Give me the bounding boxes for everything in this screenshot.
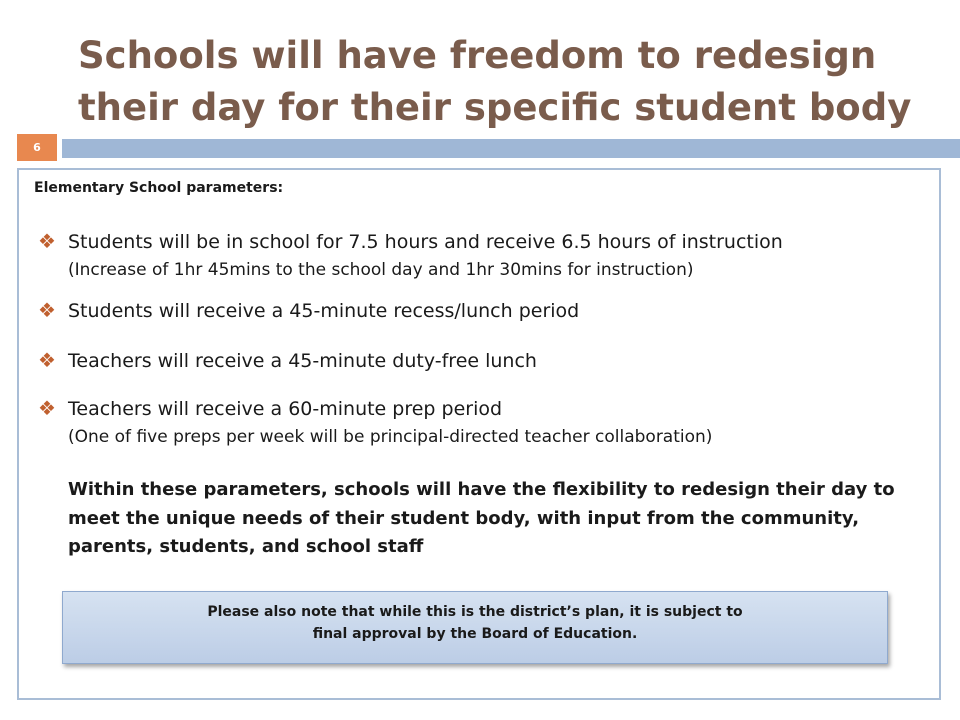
bullet-text: Teachers will receive a 60-minute prep period: [68, 398, 503, 420]
bullet-item: [68, 395, 928, 451]
bullet-item: [68, 228, 928, 284]
diamond-bullet-icon: ❖: [38, 348, 56, 372]
diamond-bullet-icon: ❖: [38, 229, 56, 253]
bullet-text: Students will be in school for 7.5 hours and receive 6.5 hours of instruction: [68, 231, 783, 253]
parameters-heading: Elementary School parameters:: [34, 180, 284, 196]
bullet-item: [68, 347, 928, 375]
bullet-item: [68, 297, 928, 325]
bullet-subtext: (Increase of 1hr 45mins to the school day and 1hr 30mins for instruction): [68, 260, 694, 280]
slide-title: Schools will have freedom to redesign their day for their specific student body: [78, 34, 912, 129]
bullet-text: Teachers will receive a 45-minute duty-free lunch: [68, 350, 537, 372]
slide-number: 6: [17, 134, 57, 161]
bullet-text: Students will receive a 45-minute recess/lunch period: [68, 300, 580, 322]
diamond-bullet-icon: ❖: [38, 396, 56, 420]
diamond-bullet-icon: ❖: [38, 298, 56, 322]
summary-paragraph: Within these parameters, schools will have the flexibility to redesign their day to meet the unique needs of their student body, with input from the community, parents, students, and school staff: [68, 479, 895, 557]
note-line-2: final approval by the Board of Education.: [312, 626, 638, 642]
bullet-subtext: (One of five preps per week will be principal-directed teacher collaboration): [68, 427, 713, 447]
note-line-1: Please also note that while this is the district’s plan, it is subject to: [207, 604, 743, 620]
header-band: [62, 139, 960, 158]
note-text: [62, 601, 888, 645]
